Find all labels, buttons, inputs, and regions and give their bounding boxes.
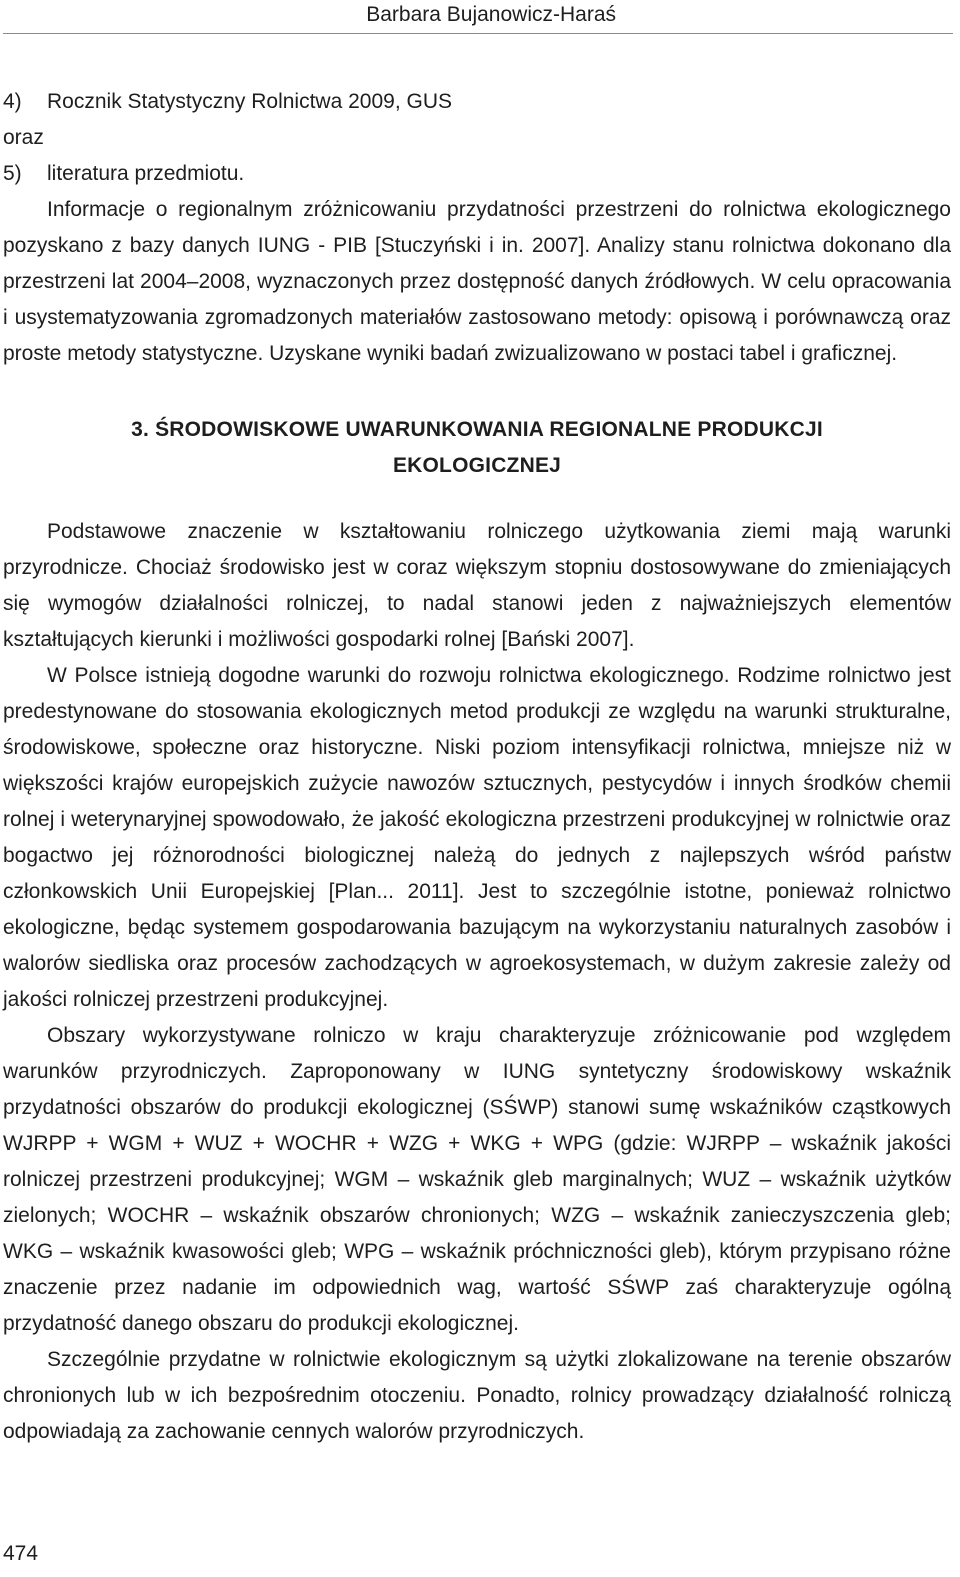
running-header-author: Barbara Bujanowicz-Haraś [366,3,616,26]
section-title-part-2: EKOLOGICZNEJ [392,454,562,477]
page-body [3,84,951,1450]
paragraph-methods: Informacje o regionalnym zróżnicowaniu przydatności przestrzeni do rolnictwa ekologicznego pozyskano z bazy danych IUNG - PIB [Stuczyński i in. 2007]. Analizy stanu rolnictwa dokonano dla przestrzeni lat 2004–2008, wyznaczonych przez dostępność danych źródłowych. W celu opracowania i usystematyzowania zgromadzonych materiałów zastosowano metody: opisową i porównawczą oraz proste metody statystyczne. Uzyskane wyniki badań zwizualizowano w postaci tabel i graficznej. [3,198,951,365]
section-heading [3,412,951,484]
list-item-number: 4) [3,90,22,113]
list-item-text: literatura przedmiotu. [47,162,245,185]
section-heading-line-1 [3,412,951,448]
list-connector: oraz [3,126,44,149]
header-divider [3,33,953,34]
list-item-5 [3,156,951,192]
list-item-4 [3,84,951,120]
paragraph-2: W Polsce istnieją dogodne warunki do rozwoju rolnictwa ekologicznego. Rodzime rolnictwo jest predestynowane do stosowania ekologicznych metod produkcji ze względu na warunki strukturalne, środowiskowe, społeczne oraz historyczne. Niski poziom intensyfikacji rolnictwa, mniejsze niż w większości krajów europejskich zużycie nawozów sztucznych, pestycydów i innych środków chemii rolnej i weterynaryjnej spowodowało, że jakość ekologiczna przestrzeni produkcyjnej w rolnictwie oraz bogactwo jej różnorodności biologicznej należą do jednych z najlepszych wśród państw członkowskich Unii Europejskiej [Plan... 2011]. Jest to szczególnie istotne, ponieważ rolnictwo ekologiczne, będąc systemem gospodarowania bazującym na wykorzystaniu naturalnych zasobów i walorów siedliska oraz procesów zachodzących w agroekosystemach, w dużym zakresie zależy od jakości rolniczej przestrzeni produkcyjnej. [3,664,951,1011]
section-title-part-1: ŚRODOWISKOWE UWARUNKOWANIA REGIONALNE PRODUKCJI [155,418,823,441]
list-item-number: 5) [3,162,22,185]
list-item-text: Rocznik Statystyczny Rolnictwa 2009, GUS [47,90,452,113]
section-number: 3. [131,418,150,441]
page-number: 474 [3,1542,39,1565]
paragraph-4: Szczególnie przydatne w rolnictwie ekologicznym są użytki zlokalizowane na terenie obszarów chronionych lub w ich bezpośrednim otoczeniu. Ponadto, rolnicy prowadzący działalność rolniczą odpowiadają za zachowanie cennych walorów przyrodniczych. [3,1348,951,1443]
paragraph-3: Obszary wykorzystywane rolniczo w kraju charakteryzuje zróżnicowanie pod względem warunków przyrodniczych. Zaproponowany w IUNG syntetyczny środowiskowy wskaźnik przydatności obszarów do produkcji ekologicznej (SŚWP) stanowi sumę wskaźników cząstkowych WJRPP + WGM + WUZ + WOCHR + WZG + WKG + WPG (gdzie: WJRPP – wskaźnik jakości rolniczej przestrzeni produkcyjnej; WGM – wskaźnik gleb marginalnych; WUZ – wskaźnik użytków zielonych; WOCHR – wskaźnik obszarów chronionych; WZG – wskaźnik zanieczyszczenia gleb; WKG – wskaźnik kwasowości gleb; WPG – wskaźnik próchniczności gleb), którym przypisano różne znaczenie przez nadanie im odpowiednich wag, wartość SŚWP zaś charakteryzuje ogólną przydatność danego obszaru do produkcji ekologicznej. [3,1024,951,1335]
paragraph-1: Podstawowe znaczenie w kształtowaniu rolniczego użytkowania ziemi mają warunki przyrodnicze. Chociaż środowisko jest w coraz większym stopniu dostosowywane do zmieniających się wymogów działalności rolniczej, to nadal stanowi jeden z najważniejszych elementów kształtujących kierunki i możliwości gospodarki rolnej [Bański 2007]. [3,520,951,651]
